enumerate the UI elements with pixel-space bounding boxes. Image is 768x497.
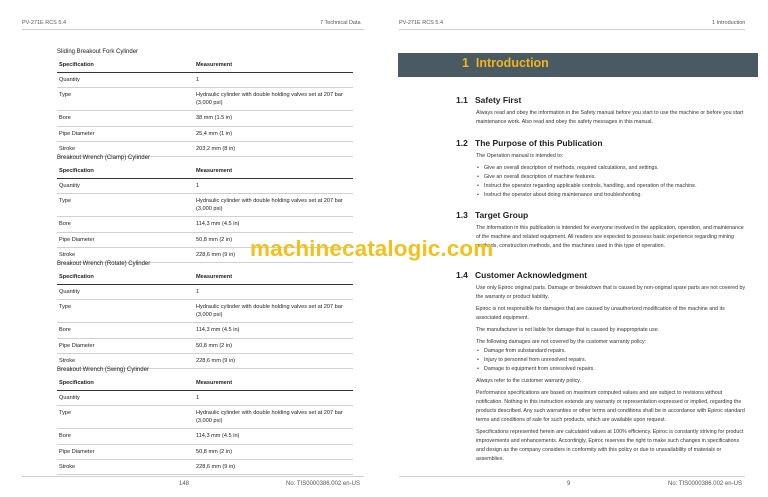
- column-header: Measurement: [194, 60, 353, 73]
- left-header-rule: [22, 29, 364, 30]
- spec-label-cell: Type: [57, 194, 194, 217]
- chapter-name: Introduction: [475, 56, 549, 70]
- paragraph: Epiroc is not responsible for damages that are caused by unauthorized modification of the machine and its associated equipment.: [476, 306, 725, 321]
- measurement-cell: Hydraulic cylinder with double holding valves set at 207 bar (3,000 psi): [194, 300, 353, 323]
- list-item: • Give an overall description of machine features.: [476, 173, 746, 182]
- table-row: [57, 73, 353, 88]
- measurement-cell: Hydraulic cylinder with double holding valves set at 207 bar (3,000 psi): [194, 88, 353, 111]
- table-title: Breakout Wrench (Rotate) Cylinder: [57, 261, 151, 267]
- spec-label-cell: Type: [57, 300, 194, 323]
- bullet-list: [476, 347, 746, 374]
- spec-label-cell: Quantity: [57, 73, 194, 88]
- spec-label-cell: Stroke: [57, 247, 194, 262]
- left-header-section: 7 Technical Data: [320, 20, 361, 26]
- measurement-cell: Hydraulic cylinder with double holding valves set at 207 bar (3,000 psi): [194, 406, 353, 429]
- measurement-cell: 228,6 mm (9 in): [194, 353, 353, 368]
- chapter-banner: [398, 53, 758, 77]
- measurement-cell: 114,3 mm (4.5 in): [194, 429, 353, 444]
- spec-label-cell: Type: [57, 88, 194, 111]
- section-body-customer-acknowledgment: [476, 284, 746, 467]
- left-header-doc-title: PV-271E RCS 5.4: [22, 20, 67, 26]
- measurement-cell: 1: [194, 391, 353, 406]
- paragraph: The manufacturer is not liable for damage that is caused by inappropriate use.: [476, 327, 660, 333]
- paragraph: The following damages are not covered by the customer warranty policy:: [476, 339, 647, 345]
- table-row: [57, 179, 353, 194]
- section-body-safety: [476, 109, 746, 130]
- measurement-cell: 114,3 mm (4.5 in): [194, 323, 353, 338]
- table-row: [57, 338, 353, 353]
- table-row: [57, 323, 353, 338]
- paragraph: Performance specifications are based on maximum computed values and are subject to revisions without notification. Nothing in this instruction extends any warranty or representation expressed or implied, regarding the products described. Any such warranties or other terms and conditions shall be in accordance with Epiroc standard terms and conditions of sale for such products, which are available upon request.: [476, 390, 745, 423]
- measurement-cell: Hydraulic cylinder with double holding valves set at 207 bar (3,000 psi): [194, 194, 353, 217]
- spec-label-cell: Bore: [57, 217, 194, 232]
- right-footer-doc-number: No: TIS0000386.002 en-US: [668, 481, 742, 487]
- spec-table-block: [57, 261, 353, 369]
- spec-label-cell: Stroke: [57, 141, 194, 156]
- bullet-list: [476, 164, 746, 200]
- measurement-cell: 38 mm (1.5 in): [194, 111, 353, 126]
- table-header-row: [57, 60, 353, 73]
- section-body-target-group: [476, 224, 746, 254]
- list-item: • Damage to equipment from unresolved repairs.: [476, 365, 746, 374]
- spec-table: [57, 60, 353, 157]
- spec-label-cell: Pipe Diameter: [57, 126, 194, 141]
- paragraph: Specifications represented herein are calculated values at 100% efficiency. Epiroc is constantly striving for product improvements and enhancements. Accordingly, Epiroc reserves the right to make such changes in specifications and design as the company considers in conformity with this policy or due to unavailability of materials or assemblies.: [476, 429, 744, 462]
- chapter-title: [462, 56, 549, 70]
- section-heading-target-group: 1.3 Target Group: [456, 210, 529, 220]
- spec-table-block: [57, 49, 353, 157]
- table-row: [57, 194, 353, 217]
- table-title: Breakout Wrench (Swing) Cylinder: [57, 367, 149, 373]
- paragraph: Always refer to the customer warranty policy.: [476, 378, 581, 384]
- spec-label-cell: Quantity: [57, 391, 194, 406]
- table-row: [57, 285, 353, 300]
- measurement-cell: 1: [194, 285, 353, 300]
- table-header-row: [57, 378, 353, 391]
- left-footer-doc-number: No: TIS0000386.002 en-US: [286, 481, 360, 487]
- table-row: [57, 141, 353, 156]
- measurement-cell: 114,3 mm (4.5 in): [194, 217, 353, 232]
- spec-label-cell: Bore: [57, 111, 194, 126]
- spec-label-cell: Bore: [57, 429, 194, 444]
- column-header: Specification: [57, 166, 194, 179]
- right-header-doc-title: PV-271E RCS 5.4: [399, 20, 444, 26]
- spec-label-cell: Type: [57, 406, 194, 429]
- paragraph: The Operation manual is intended to:: [476, 153, 564, 159]
- column-header: Measurement: [194, 272, 353, 285]
- measurement-cell: 50,8 mm (2 in): [194, 338, 353, 353]
- table-header-row: [57, 272, 353, 285]
- table-title: Breakout Wrench (Clamp) Cylinder: [57, 155, 150, 161]
- list-item: • Injury to personnel from unresolved repairs.: [476, 356, 746, 365]
- measurement-cell: 1: [194, 179, 353, 194]
- left-footer-page-number: 148: [179, 481, 190, 487]
- measurement-cell: 25,4 mm (1 in): [194, 126, 353, 141]
- table-row: [57, 111, 353, 126]
- table-row: [57, 126, 353, 141]
- section-body-purpose: [476, 152, 746, 200]
- spec-label-cell: Stroke: [57, 353, 194, 368]
- spec-label-cell: Pipe Diameter: [57, 338, 194, 353]
- column-header: Measurement: [194, 166, 353, 179]
- paragraph: Use only Epiroc original parts. Damage or breakdown that is caused by non-original spare parts are not covered by the warranty or product liability.: [476, 285, 746, 300]
- table-row: [57, 444, 353, 459]
- table-row: [57, 459, 353, 474]
- table-row: [57, 217, 353, 232]
- column-header: Specification: [57, 272, 194, 285]
- list-item: • Instruct the operator regarding applicable controls, handling, and operation of the machine.: [476, 182, 746, 191]
- table-title: Sliding Breakout Fork Cylinder: [57, 49, 139, 55]
- measurement-cell: 50,8 mm (2 in): [194, 232, 353, 247]
- list-item: • Give an overall description of methods, required calculations, and settings.: [476, 164, 746, 173]
- chapter-number: 1: [462, 56, 469, 70]
- table-row: [57, 300, 353, 323]
- paragraph: The information in this publication is intended for everyone involved in the application, operation, and maintenance of the machine and related equipment. All readers are expected to possess basic experience regarding mining methods, construction methods, and the machines used in this type of operation.: [476, 225, 744, 249]
- measurement-cell: 228,6 mm (9 in): [194, 247, 353, 262]
- right-header-rule: [399, 29, 745, 30]
- measurement-cell: 1: [194, 73, 353, 88]
- right-header-section: 1 Introduction: [712, 20, 746, 26]
- list-item: • Damage from substandard repairs.: [476, 347, 746, 356]
- spec-table: [57, 378, 353, 475]
- table-header-row: [57, 166, 353, 179]
- measurement-cell: 203,2 mm (8 in): [194, 141, 353, 156]
- spec-table: [57, 272, 353, 369]
- spec-label-cell: Stroke: [57, 459, 194, 474]
- spec-label-cell: Quantity: [57, 285, 194, 300]
- column-header: Specification: [57, 60, 194, 73]
- section-heading-safety: 1.1 Safety First: [456, 95, 522, 105]
- paragraph: Always read and obey the information in the Safety manual before you start to use the machine or before you start maintenance work. Also read and obey the safety messages in this manual.: [476, 110, 744, 125]
- measurement-cell: 50,8 mm (2 in): [194, 444, 353, 459]
- section-heading-customer-acknowledgment: 1.4 Customer Acknowledgment: [456, 270, 588, 280]
- list-item: • Instruct the operator about doing maintenance and troubleshooting.: [476, 191, 746, 200]
- table-row: [57, 88, 353, 111]
- spec-table-block: [57, 367, 353, 475]
- table-row: [57, 406, 353, 429]
- spec-label-cell: Quantity: [57, 179, 194, 194]
- right-footer-page-number: 9: [567, 481, 571, 487]
- column-header: Specification: [57, 378, 194, 391]
- table-row: [57, 353, 353, 368]
- section-heading-purpose: 1.2 The Purpose of this Publication: [456, 138, 603, 148]
- right-footer-rule: [399, 476, 745, 477]
- measurement-cell: 228,6 mm (9 in): [194, 459, 353, 474]
- left-footer-rule: [22, 476, 364, 477]
- spec-label-cell: Pipe Diameter: [57, 232, 194, 247]
- spec-label-cell: Pipe Diameter: [57, 444, 194, 459]
- table-row: [57, 429, 353, 444]
- column-header: Measurement: [194, 378, 353, 391]
- watermark: machinecatalogic.com: [250, 236, 494, 261]
- spec-label-cell: Bore: [57, 323, 194, 338]
- table-row: [57, 391, 353, 406]
